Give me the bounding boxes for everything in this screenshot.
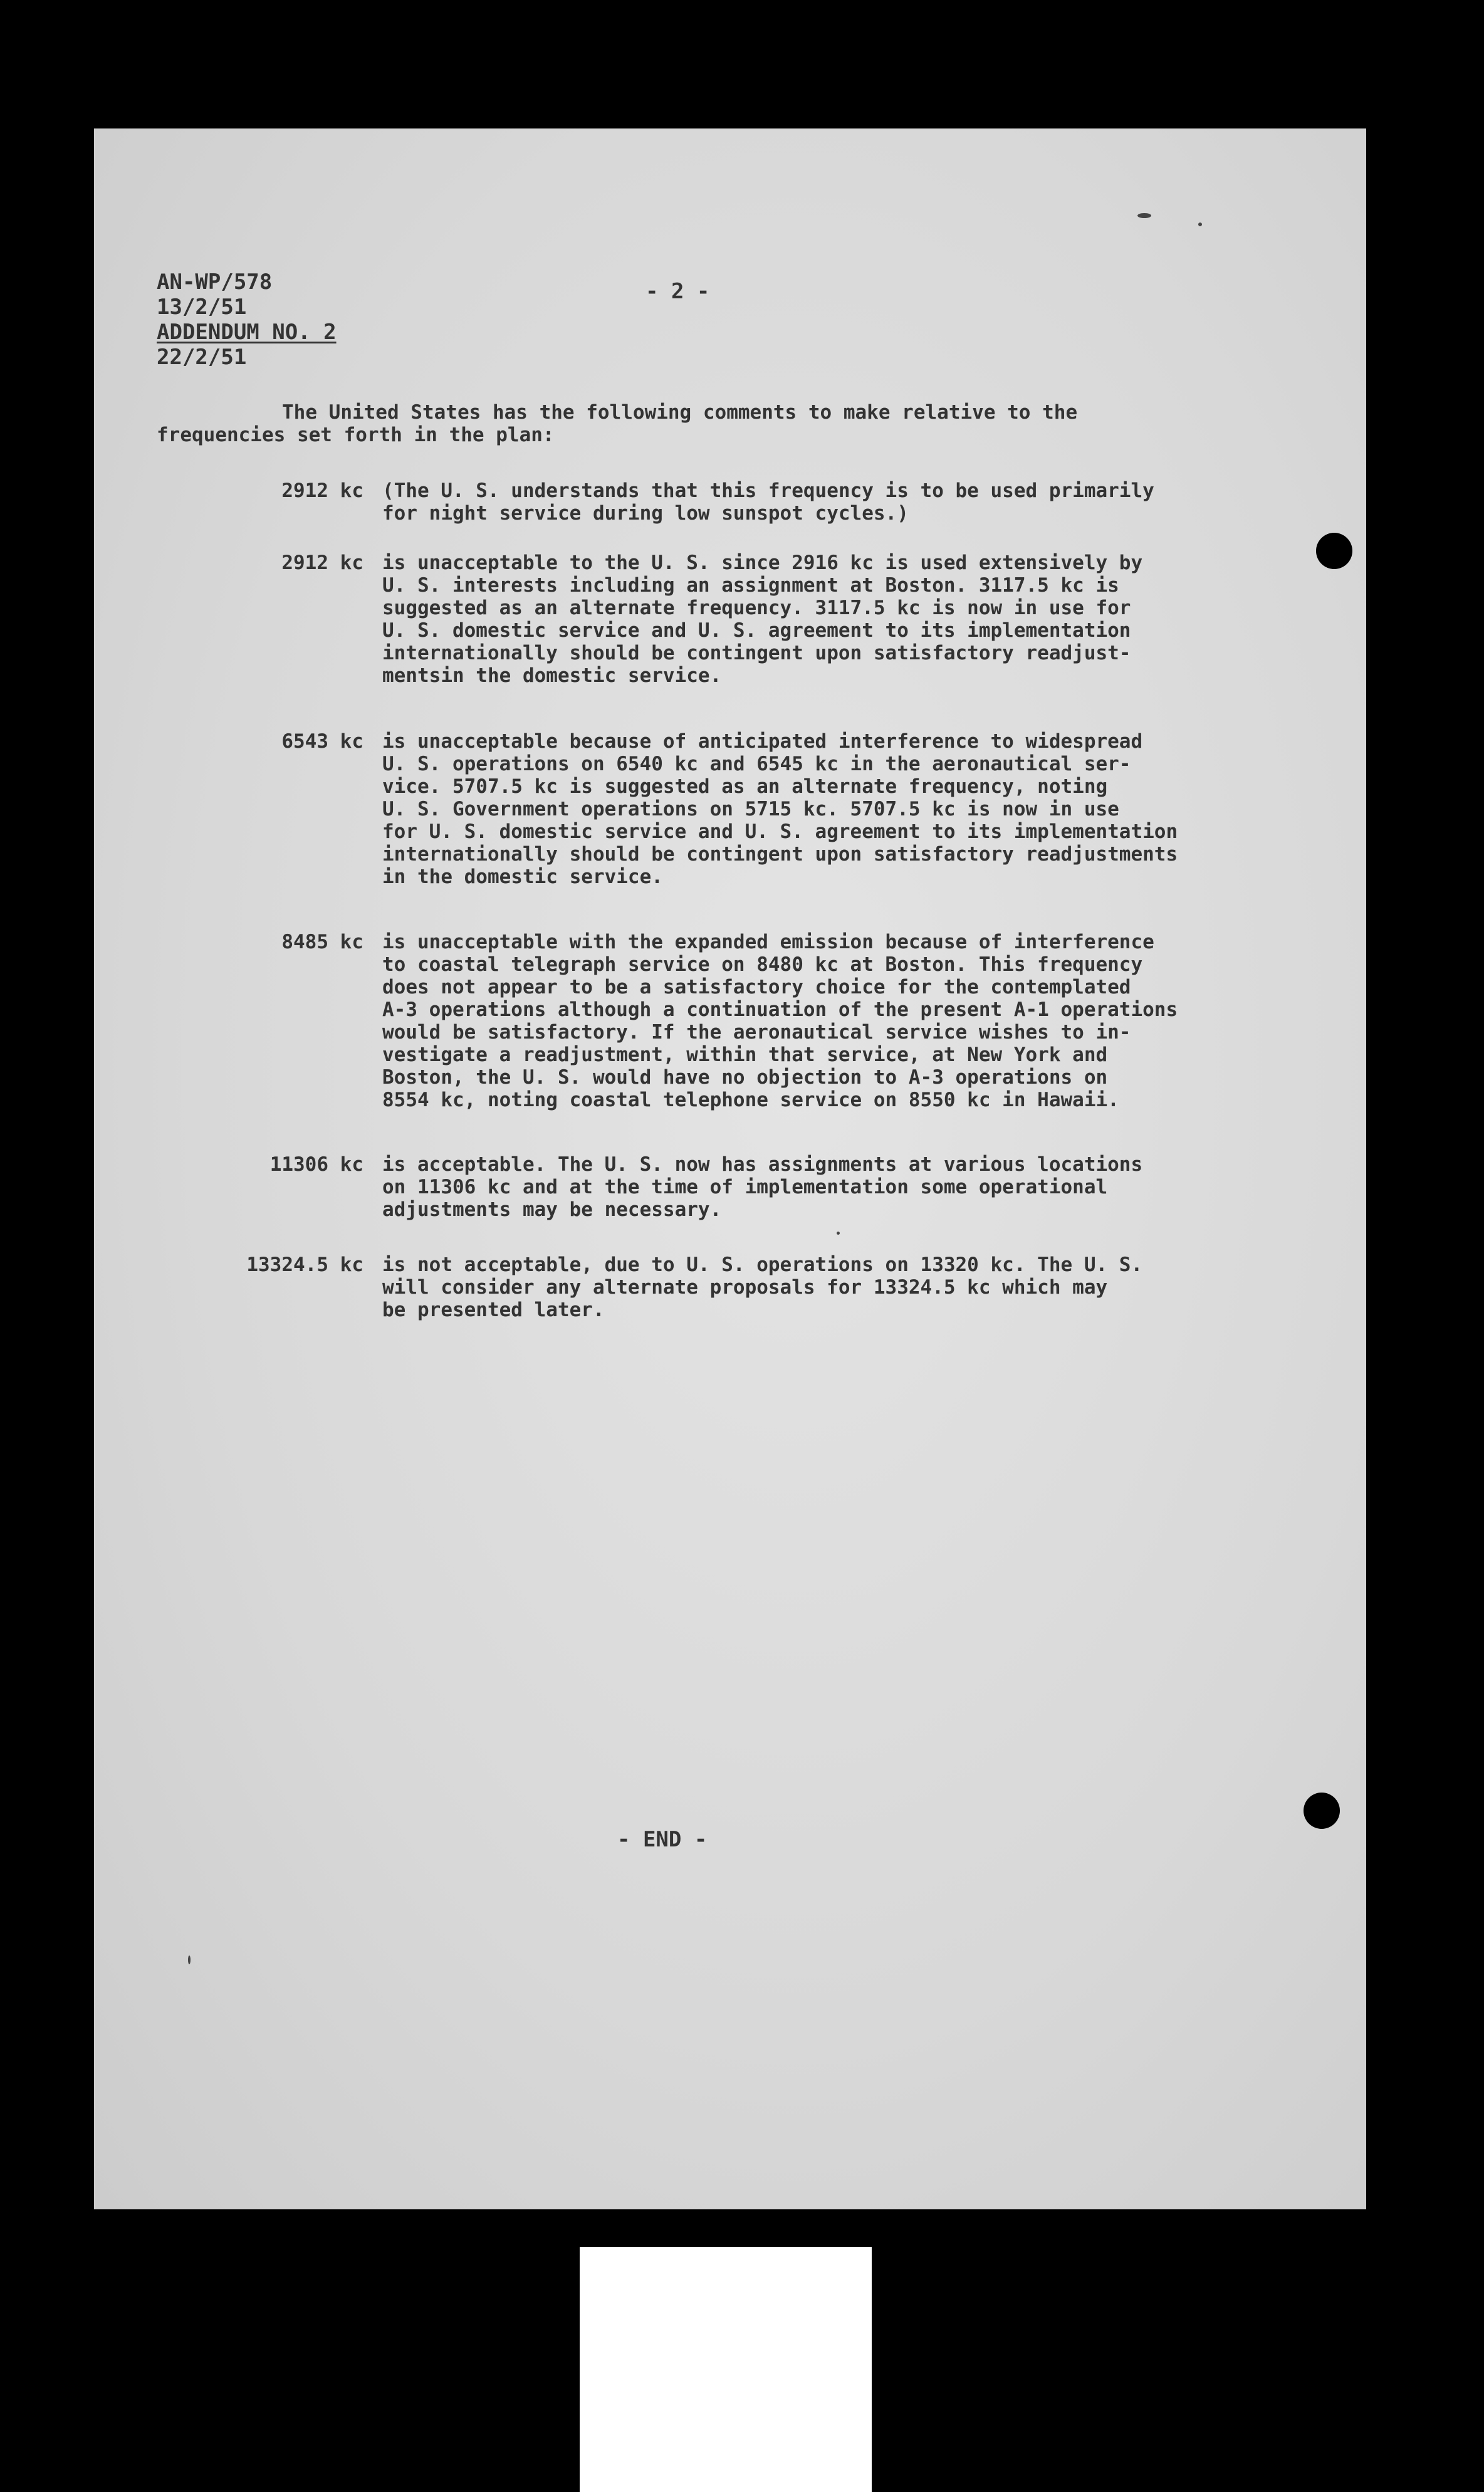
frequency-entry bbox=[226, 730, 1253, 888]
frequency-comment: is unacceptable because of anticipated interference to widespread U. S. operations on 6540 kc and 6545 kc in the aeronautical ser- vice. 5707.5 kc is suggested as an alternate frequency, noting U. S. Government operations on 5715 kc. 5707.5 kc is now in use for U. S. domestic service and U. S. agreement to its implementation internationally should be contingent upon satisfactory readjustments in the domestic service. bbox=[382, 730, 1178, 888]
document-date: 13/2/51 bbox=[157, 295, 247, 320]
ink-speck bbox=[188, 1955, 191, 1964]
frequency-label: 11306 kc bbox=[269, 1153, 363, 1176]
blank-card bbox=[580, 2247, 872, 2492]
frequency-entry bbox=[226, 552, 1253, 687]
ink-speck bbox=[837, 1232, 840, 1235]
punch-hole bbox=[1316, 533, 1352, 569]
frequency-label: 6543 kc bbox=[281, 730, 363, 753]
frequency-comment: is unacceptable to the U. S. since 2916 kc is used extensively by U. S. interests including an assignment at Boston. 3117.5 kc is suggested as an alternate frequency. 3117.5 kc is now in use for U. S. domestic service and U. S. agreement to its implementation internationally should be contingent upon satisfactory readjust- mentsin the domestic service. bbox=[382, 552, 1143, 687]
document-id: AN-WP/578 bbox=[157, 270, 273, 295]
page-number: - 2 - bbox=[645, 279, 710, 304]
frequency-comment: is unacceptable with the expanded emission because of interference to coastal telegraph service on 8480 kc at Boston. This frequency does not appear to be a satisfactory choice for the contemplated A-3 operations although a continuation of the present A-1 operations would be satisfactory. If the aeronautical service wishes to in- vestigate a readjustment, within that service, at New York and Boston, the U. S. would have no objection to A-3 operations on 8554 kc, noting coastal telephone service on 8550 kc in Hawaii. bbox=[382, 931, 1178, 1111]
frequency-label: 13324.5 kc bbox=[246, 1254, 363, 1276]
ink-speck bbox=[1198, 223, 1202, 226]
end-marker: - END - bbox=[617, 1827, 708, 1852]
intro-line-1: The United States has the following comments to make relative to the bbox=[282, 401, 1078, 424]
frequency-comment: is acceptable. The U. S. now has assignments at various locations on 11306 kc and at the time of implementation some operational adjustments may be necessary. bbox=[382, 1153, 1143, 1221]
intro-line-2: frequencies set forth in the plan: bbox=[157, 424, 555, 446]
frequency-label: 8485 kc bbox=[281, 931, 363, 953]
frequency-label: 2912 kc bbox=[281, 479, 363, 502]
ink-speck bbox=[1137, 213, 1151, 218]
frequency-entry bbox=[226, 1254, 1253, 1321]
addendum-label: ADDENDUM NO. 2 bbox=[157, 320, 337, 345]
frequency-label: 2912 kc bbox=[281, 552, 363, 574]
frequency-entry bbox=[226, 479, 1253, 525]
punch-hole bbox=[1304, 1793, 1340, 1829]
addendum-date: 22/2/51 bbox=[157, 345, 247, 370]
document-header bbox=[157, 270, 337, 370]
intro-paragraph bbox=[157, 401, 1222, 446]
frequency-entry bbox=[226, 1153, 1253, 1221]
frequency-comment: (The U. S. understands that this frequency is to be used primarily for night service during low sunspot cycles.) bbox=[382, 479, 1154, 525]
frequency-comment: is not acceptable, due to U. S. operations on 13320 kc. The U. S. will consider any alternate proposals for 13324.5 kc which may be presented later. bbox=[382, 1254, 1143, 1321]
frequency-entry bbox=[226, 931, 1253, 1111]
